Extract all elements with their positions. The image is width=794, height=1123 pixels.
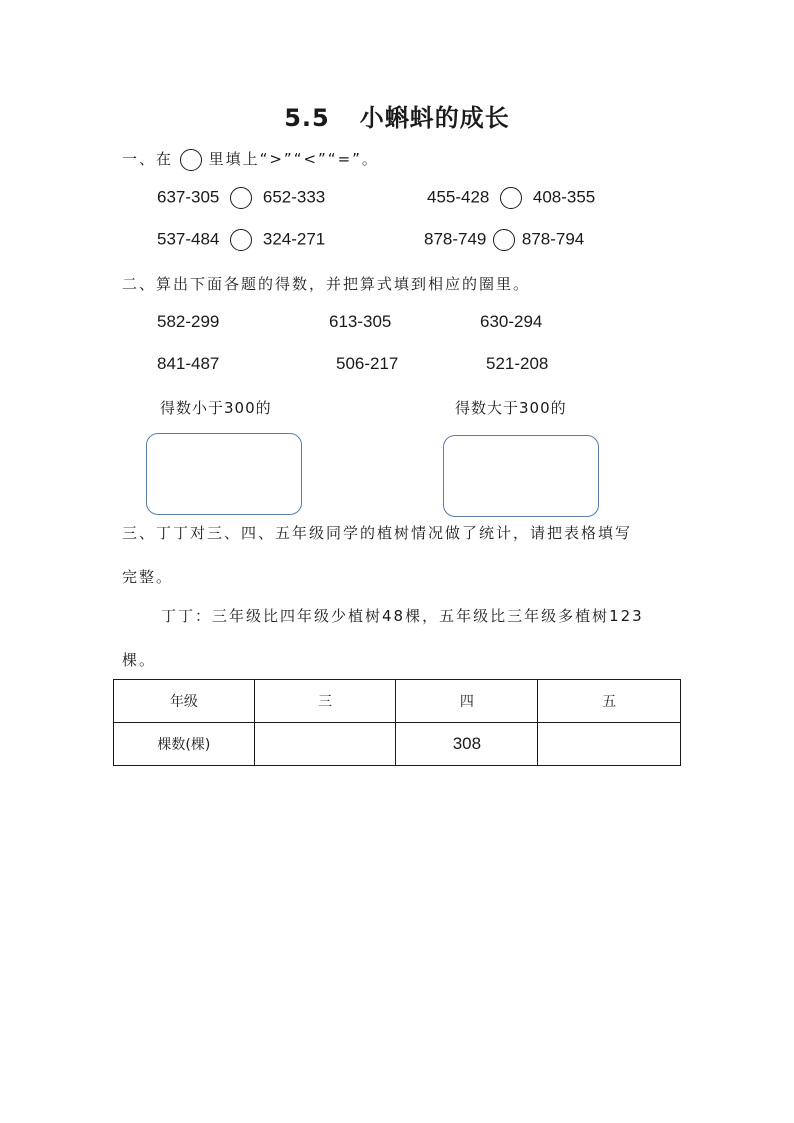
header-cell-third: 三 [254, 680, 396, 723]
q2-heading: 二、算出下面各题的得数，并把算式填到相应的圈里。 [122, 275, 531, 293]
answer-box-less[interactable] [146, 433, 302, 515]
q1-heading [122, 148, 379, 171]
answer-circle[interactable] [493, 229, 515, 251]
compare-item-4 [424, 229, 584, 251]
planting-table [113, 679, 681, 766]
cell-fourth-count: 308 [396, 723, 538, 766]
compare-item-2 [427, 187, 595, 209]
q3-hint-line2: 棵。 [122, 651, 157, 669]
q2-expr-1: 582-299 [157, 312, 220, 331]
header-cell-grade: 年级 [114, 680, 255, 723]
lesson-title: 小蝌蚪的成长 [359, 104, 510, 132]
table-row [114, 723, 681, 766]
compare-item-3 [157, 229, 325, 251]
header-cell-fourth: 四 [396, 680, 538, 723]
circle-blank-example [180, 149, 202, 171]
cell-third-count[interactable] [254, 723, 396, 766]
q1-prefix: 一、在 [122, 150, 174, 168]
expr-right: 324-271 [262, 229, 326, 249]
expr-left: 637-305 [157, 187, 220, 207]
answer-circle[interactable] [500, 187, 522, 209]
q2-expr-3: 630-294 [480, 312, 543, 331]
expr-left: 878-749 [424, 229, 487, 249]
q3-heading-line2: 完整。 [122, 568, 174, 586]
q3-heading-line1: 三、丁丁对三、四、五年级同学的植树情况做了统计，请把表格填写 [122, 524, 633, 542]
cell-fifth-count[interactable] [538, 723, 681, 766]
compare-item-1 [157, 187, 325, 209]
q2-expr-4: 841-487 [157, 354, 220, 373]
expr-left: 455-428 [427, 187, 490, 207]
less-than-300-label: 得数小于300的 [160, 399, 272, 417]
header-cell-fifth: 五 [538, 680, 681, 723]
table-header-row [114, 680, 681, 723]
expr-right: 408-355 [532, 187, 596, 207]
q2-expr-2: 613-305 [329, 312, 392, 331]
lesson-number: 5.5 [284, 104, 330, 132]
row-label-count: 棵数(棵) [114, 723, 255, 766]
expr-right: 652-333 [262, 187, 326, 207]
answer-circle[interactable] [230, 187, 252, 209]
answer-circle[interactable] [230, 229, 252, 251]
page-title [0, 98, 794, 133]
expr-right: 878-794 [521, 229, 585, 249]
q1-suffix: 里填上“>”“<”“=”。 [208, 150, 379, 168]
q3-hint-line1: 丁丁：三年级比四年级少植树48棵，五年级比三年级多植树123 [161, 607, 644, 625]
q2-expr-6: 521-208 [486, 354, 549, 373]
answer-box-greater[interactable] [443, 435, 599, 517]
greater-than-300-label: 得数大于300的 [455, 399, 567, 417]
q2-expr-5: 506-217 [336, 354, 399, 373]
expr-left: 537-484 [157, 229, 220, 249]
